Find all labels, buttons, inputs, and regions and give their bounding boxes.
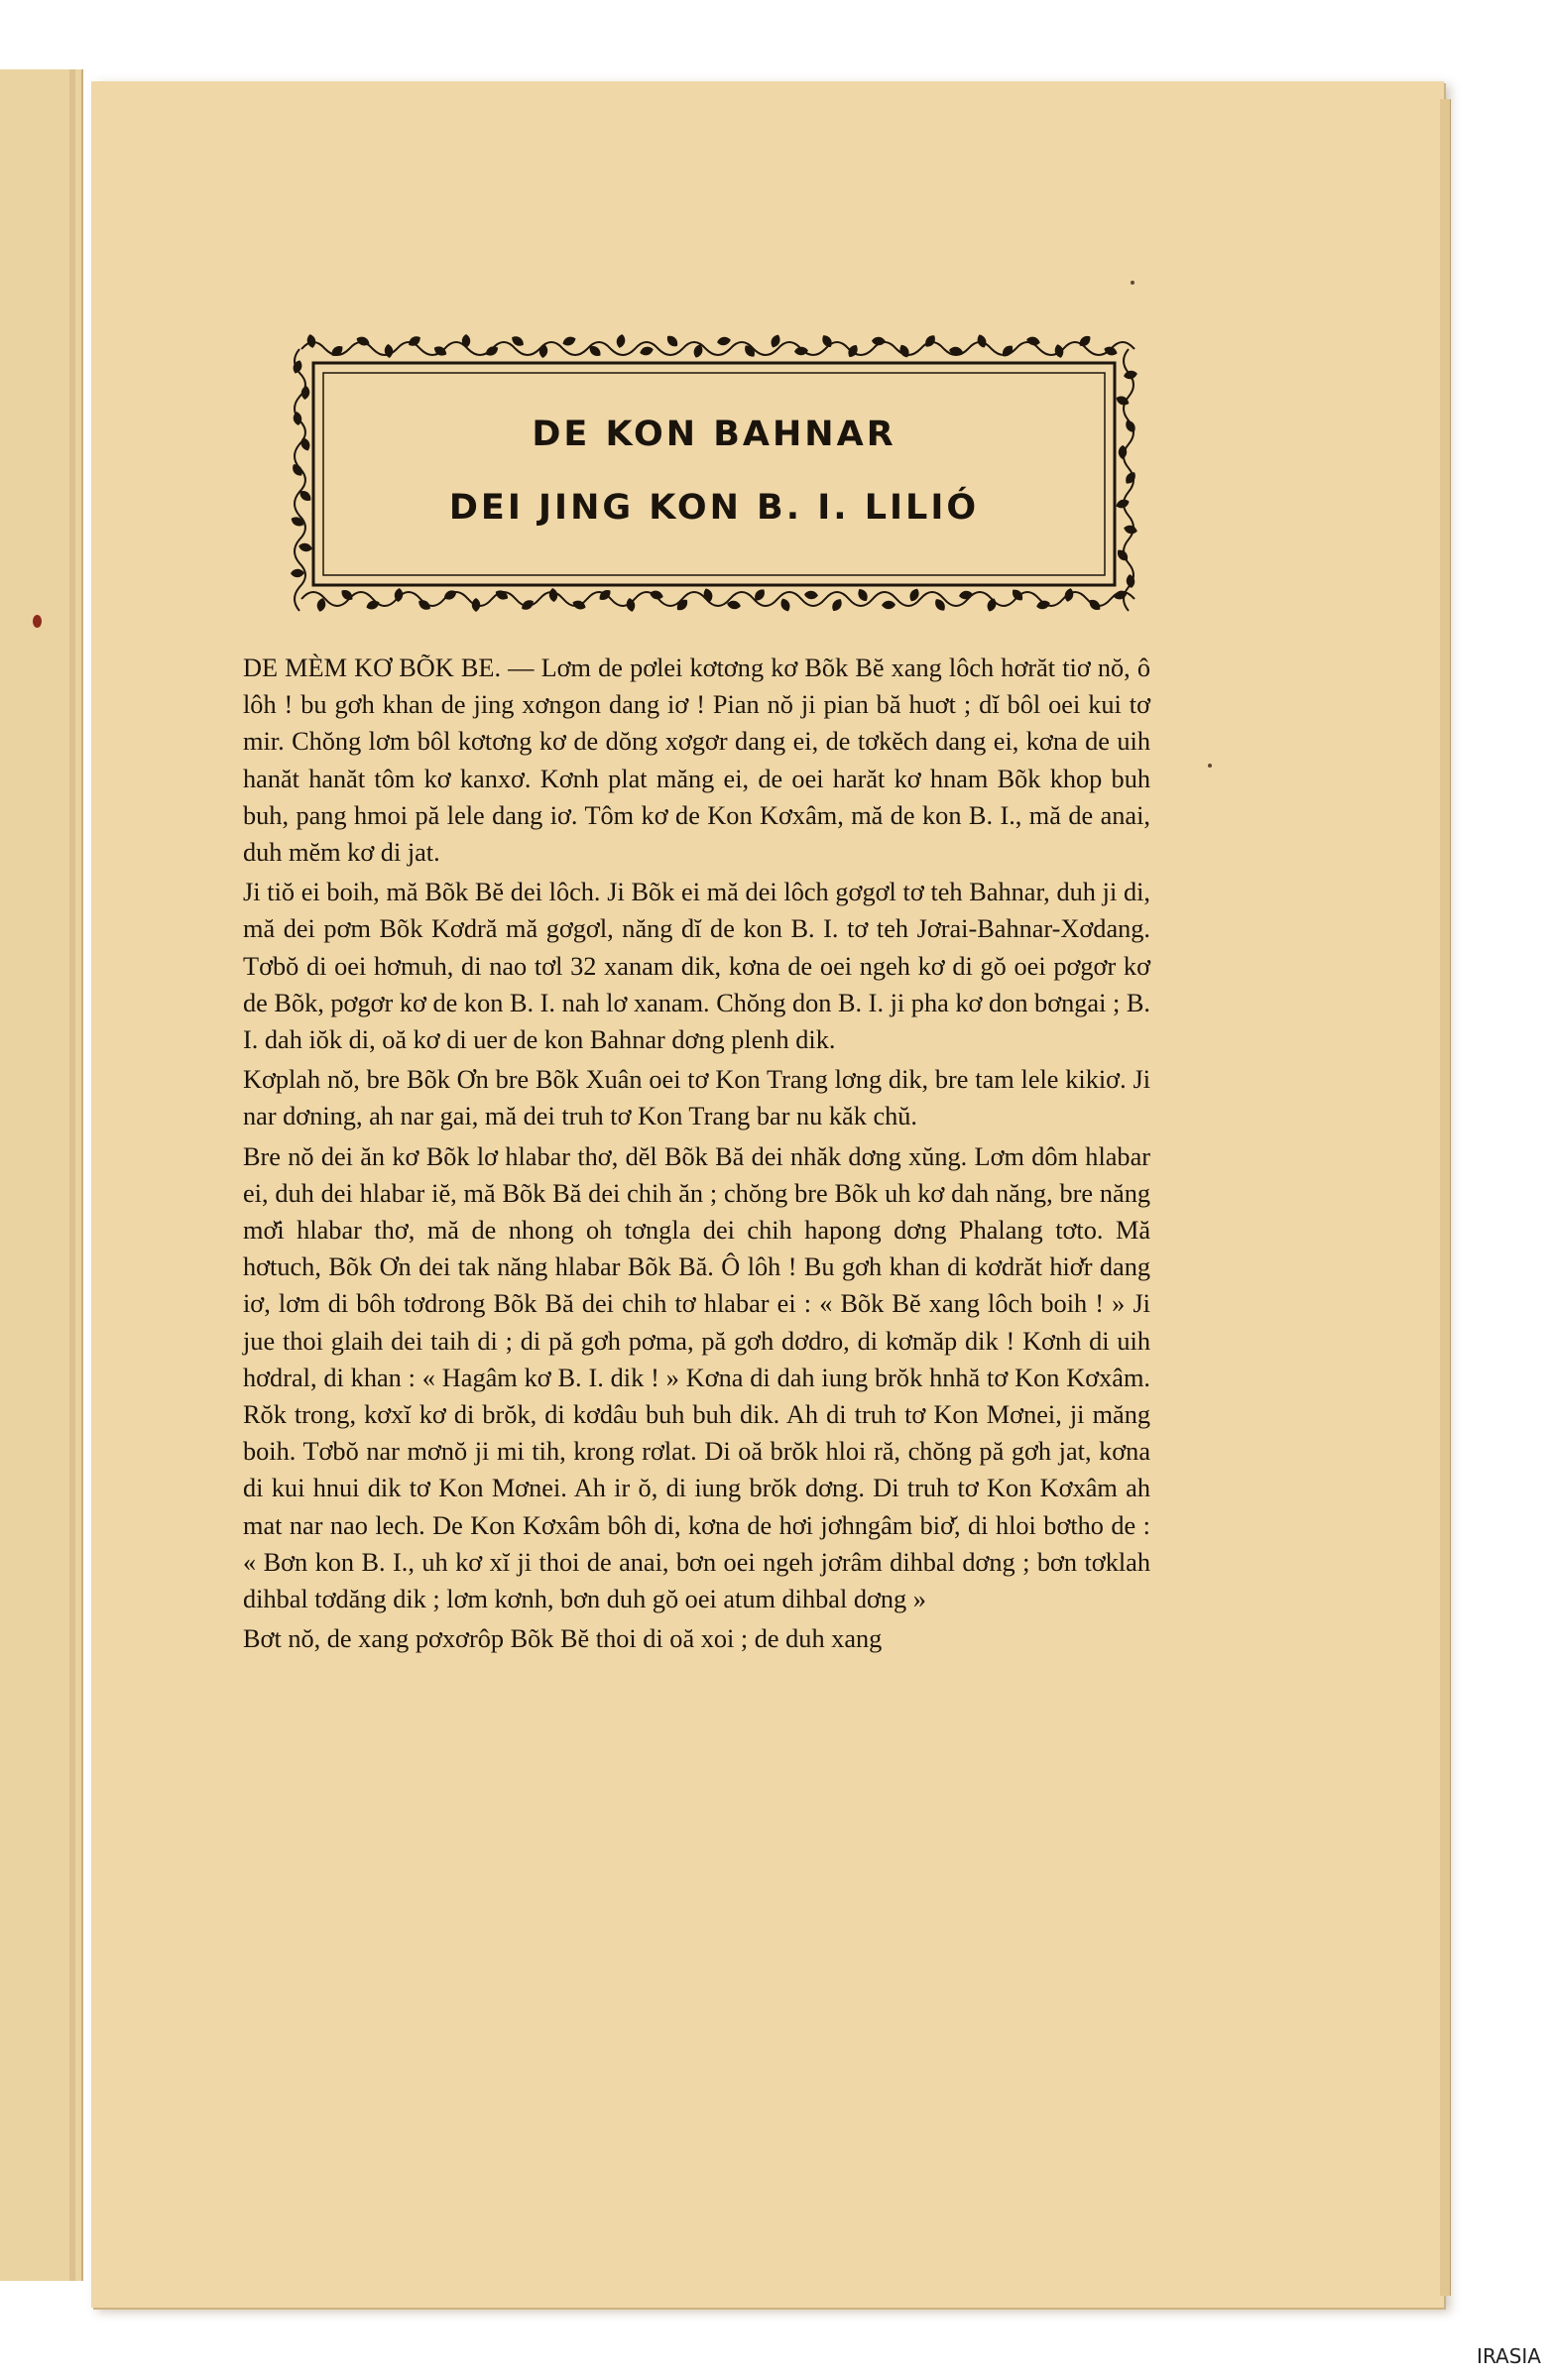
leaf-ornament <box>292 359 304 375</box>
leaf-ornament <box>716 336 731 347</box>
vine-border-ornament <box>288 327 1140 620</box>
leaf-ornament <box>561 334 577 347</box>
leaf-ornament <box>548 588 558 603</box>
article-body <box>243 650 1150 1657</box>
leaf-ornament <box>1063 587 1075 603</box>
ink-spot <box>33 615 42 628</box>
leaf-ornament <box>384 344 394 359</box>
leaf-ornament <box>407 334 422 349</box>
paragraph: Bre nŏ dei ăn kơ Bõk lơ hlabar thơ, dĕl Bõk Bă dei nhăk dơng xŭng. Lơm dôm hlabar ei, duh dei hlabar iĕ, mă Bõk Bă dei chih ăn ; chŏng bre Bõk uh kơ dah năng, bre năng mơ̆i hlabar thơ, mă de nhong oh tơngla dei chih hapong dơng Phalang tơto. Mă hơtuch, Bõk Ơn dei tak năng hlabar Bõk Bă. Ô lôh ! Bu gơh khan di kơdrăt hiơ̆r dang iơ, lơm di bôh tơdrong Bõk Bă dei chih tơ hlabar ei : « Bõk Bĕ xang lôch boih ! » Ji jue thoi glaih dei taih di ; di pă gơh pơma, pă gơh dơdro, di kơmăp dik ! Kơnh di uih hơdral, di khan : « Hagâm kơ B. I. dik ! » Kơna di dah iung brŏk hnhă tơ Kon Kơxâm. Rŏk trong, kơxĭ kơ di brŏk, di kơdâu buh buh dik. Ah di truh tơ Kon Mơnei, ji măng boih. Tơbŏ nar mơnŏ ji mi tih, krong rơlat. Di oă brŏk hloi ră, chŏng pă gơh jat, kơna di kui hnui dik tơ Kon Mơnei. Ah ir ŏ, di iung brŏk dơng. Di truh tơ Kon Kơxâm ah mat nar nao lech. De Kon Kơxâm bôh di, kơna de hơi jơhngâm biơ̆, di hloi bơtho de : « Bơn kon B. I., uh kơ xĭ ji thoi de anai, bơn oei ngeh jơrâm dihbal dơng ; bơn tơklah dihbal tơdăng dik ; lơm kơnh, bơn duh gŏ oei atum dihbal dơng » <box>243 1141 1150 1614</box>
paragraph: Kơplah nŏ, bre Bõk Ơn bre Bõk Xuân oei tơ Kon Trang lơng dik, bre tam lele kikiơ. Ji nar dơning, ah nar gai, mă dei truh tơ Kon Trang bar nu kăk chŭ. <box>243 1065 1150 1131</box>
leaf-ornament <box>639 345 655 357</box>
leaf-ornament <box>846 343 860 359</box>
leaf-ornament <box>830 597 845 613</box>
leaf-ornament <box>778 597 791 613</box>
leaf-ornament <box>804 590 819 599</box>
title-line-2: DEI JING KON B. I. LILIÓ <box>448 488 980 528</box>
paragraph: DE MÈM KƠ BÕK BE. — Lơm de pơlei kơtơng kơ Bõk Bĕ xang lôch hơrăt tiơ nŏ, ô lôh ! bu gơh khan de jing xơngon dang iơ ! Pian nŏ ji pian bă huơt ; dĭ bôl oei kui tơ mir. Chŏng lơm bôl kơtơng kơ de dŏng xơgơr dang ei, de tơkĕch dang ei, kơna de uih hanăt hanăt tôm kơ kanxơ. Kơnh plat măng ei, de oei harăt kơ hnam Bõk khop buh buh, pang hmoi pă lele dang iơ. Tôm kơ de Kon Kơxâm, mă de kon B. I., mă de anai, duh mĕm kơ di jat. <box>243 654 1150 868</box>
leaf-ornament <box>484 344 500 358</box>
leaf-ornament <box>872 337 886 346</box>
leaf-ornament <box>1115 547 1131 563</box>
leaf-ornament <box>462 334 470 348</box>
paragraph: Ji tiŏ ei boih, mă Bõk Bĕ dei lôch. Ji Bõk ei mă dei lôch gơgơl tơ teh Bahnar, duh ji di, mă dei pơm Bõk Kơdră mă gơgơl, năng dĭ de kon B. I. tơ teh Jơrai-Bahnar-Xơdang. Tơbŏ di oei hơmuh, di nao tơl 32 xanam dik, kơna de oei ngeh kơ di gŏ oei pơgơr kơ de Bõk, pơgơr kơ de kon B. I. nah lơ xanam. Chŏng don B. I. ji pha kơ don bơngai ; B. I. dah iŏk di, oă kơ di uer de kon Bahnar dơng plenh dik. <box>243 878 1150 1055</box>
leaf-ornament <box>1123 370 1137 381</box>
leaf-ornament <box>664 333 680 349</box>
title-ornamental-frame <box>288 327 1140 620</box>
leaf-ornament <box>300 386 310 401</box>
leaf-ornament <box>538 344 548 359</box>
leaf-ornament <box>305 333 316 348</box>
leaf-ornament <box>1103 345 1119 358</box>
leaf-ornament <box>615 333 626 348</box>
previous-page-shadow <box>69 69 75 2281</box>
paragraph: Bơt nŏ, de xang pơxơrôp Bõk Bĕ thoi di oă xoi ; de duh xang <box>243 1624 883 1654</box>
leaf-ornament <box>1025 335 1041 347</box>
leaf-ornament <box>958 590 973 600</box>
paper-speck <box>1208 764 1212 768</box>
paper-speck <box>1131 281 1134 285</box>
leaf-ornament <box>597 587 613 602</box>
leaf-ornament <box>1053 343 1065 359</box>
page-stack-edge <box>1440 99 1451 2296</box>
leaf-ornament <box>882 601 895 610</box>
leaf-ornament <box>329 343 345 358</box>
leaf-ornament <box>291 569 304 578</box>
leaf-ornament <box>649 589 664 601</box>
leaf-ornament <box>922 333 937 349</box>
leaf-ornament <box>794 346 809 355</box>
leaf-ornament <box>1035 599 1051 611</box>
leaf-ornament <box>472 598 480 612</box>
leaf-ornament <box>856 587 870 603</box>
leaf-ornament <box>702 587 714 603</box>
leaf-ornament <box>976 333 989 349</box>
watermark-label: IRASIA <box>1477 2344 1541 2368</box>
leaf-ornament <box>986 597 999 613</box>
title-line-1: DE KON BAHNAR <box>532 415 896 454</box>
leaf-ornament <box>298 541 312 552</box>
leaf-ornament <box>1010 587 1025 603</box>
